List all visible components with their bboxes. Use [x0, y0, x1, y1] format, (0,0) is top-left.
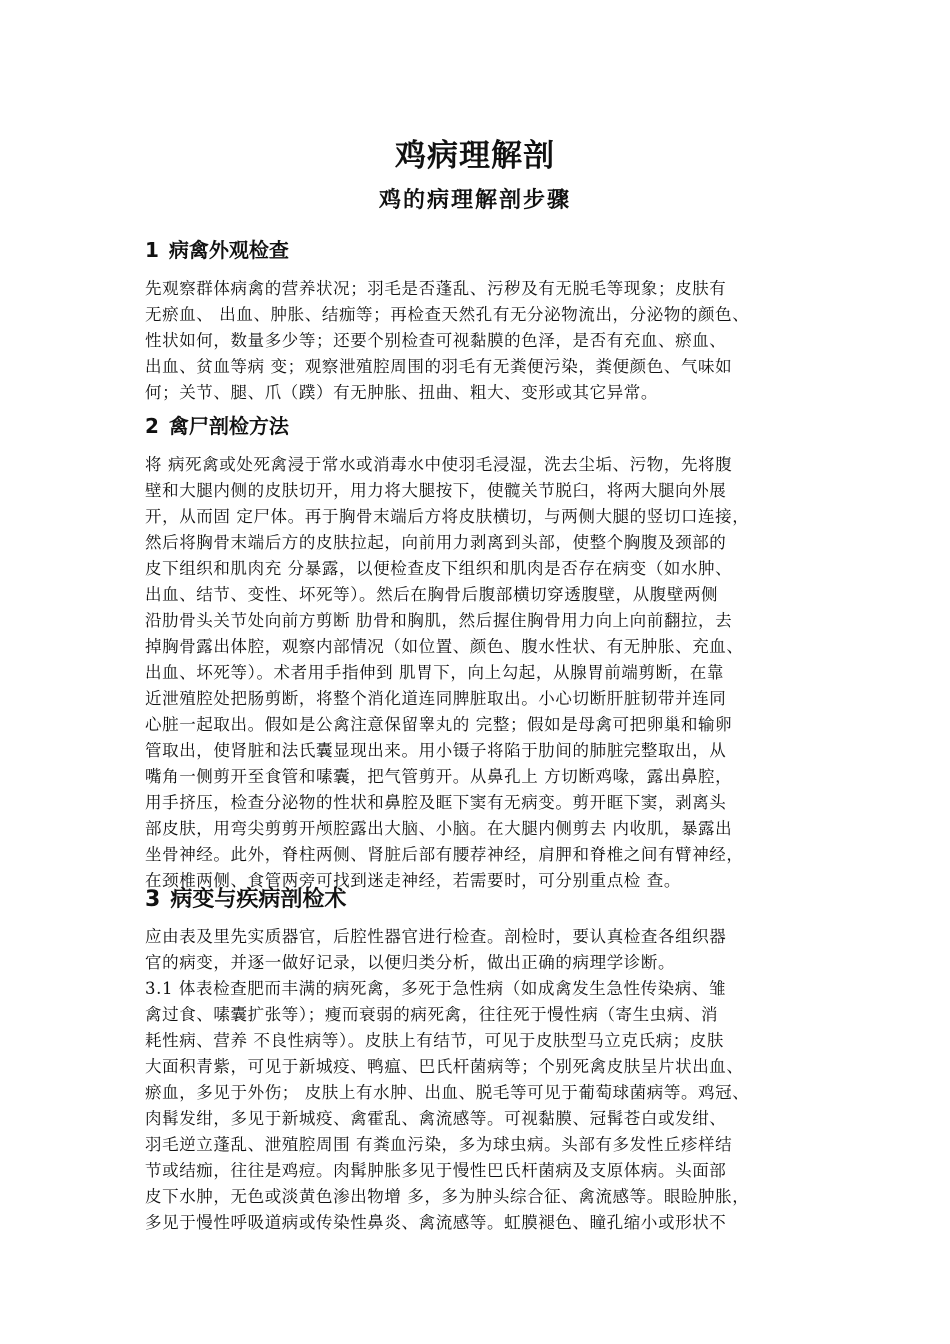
section-2-body	[145, 452, 825, 894]
section-3-heading	[145, 884, 825, 916]
text-line: 在颈椎两侧、食管两旁可找到迷走神经，若需要时，可分别重点检 查。	[145, 871, 681, 890]
text-line: 耗性病、营养 不良性病等）。皮肤上有结节，可见于皮肤型马立克氏病；皮肤	[145, 1031, 724, 1050]
text-line: 心脏一起取出。假如是公禽注意保留睾丸的 完整；假如是母禽可把卵巢和输卵	[145, 715, 733, 734]
text-line: 管取出，使肾脏和法氏囊显现出来。用小镊子将陷于肋间的肺脏完整取出，从	[145, 741, 727, 760]
text-line: 多见于慢性呼吸道病或传染性鼻炎、禽流感等。虹膜褪色、瞳孔缩小或形状不	[145, 1213, 727, 1232]
text-line: 嘴角一侧剪开至食管和嗉囊，把气管剪开。从鼻孔上 方切断鸡喙，露出鼻腔，	[145, 767, 733, 786]
text-line: 出血、结节、变性、坏死等）。然后在胸骨后腹部横切穿透腹壁，从腹壁两侧	[145, 585, 719, 604]
text-line: 肉髯发绀，多见于新城疫、禽霍乱、禽流感等。可视黏膜、冠髯苍白或发绀、	[145, 1109, 727, 1128]
text-line: 先观察群体病禽的营养状况；羽毛是否蓬乱、污秽及有无脱毛等现象；皮肤有	[145, 279, 727, 298]
section-title: 禽尸剖检方法	[168, 414, 289, 438]
text-line: 何；关节、腿、爪（蹼）有无肿胀、扭曲、粗大、变形或其它异常。	[145, 383, 658, 402]
text-line: 开，从而固 定尸体。再于胸骨末端后方将皮肤横切，与两侧大腿的竖切口连接，	[145, 507, 750, 526]
document-title: 鸡病理解剖	[395, 138, 555, 174]
text-line: 瘀血，多见于外伤； 皮肤上有水肿、出血、脱毛等可见于葡萄球菌病等。鸡冠、	[145, 1083, 750, 1102]
section-title: 病变与疾病剖检术	[170, 887, 347, 912]
text-line: 节或结痂，往往是鸡痘。肉髯肿胀多见于慢性巴氏杆菌病及支原体病。头面部	[145, 1161, 727, 1180]
text-line: 皮下水肿，无色或淡黄色渗出物增 多，多为肿头综合征、禽流感等。眼睑肿胀，	[145, 1187, 750, 1206]
text-line: 近泄殖腔处把肠剪断，将整个消化道连同脾脏取出。小心切断肝脏韧带并连同	[145, 689, 727, 708]
text-line: 皮下组织和肌肉充 分暴露，以便检查皮下组织和肌肉是否存在病变（如水肿、	[145, 559, 733, 578]
text-line: 羽毛逆立蓬乱、泄殖腔周围 有粪血污染，多为球虫病。头部有多发性丘疹样结	[145, 1135, 733, 1154]
section-1-heading	[145, 236, 825, 264]
section-1-body	[145, 276, 825, 406]
text-line: 坐骨神经。此外，脊柱两侧、肾脏后部有腰荐神经，肩胛和脊椎之间有臂神经，	[145, 845, 744, 864]
section-number: 1	[145, 238, 159, 262]
section-number: 2	[145, 414, 159, 438]
text-line: 掉胸骨露出体腔，观察内部情况（如位置、颜色、腹水性状、有无肿胀、充血、	[145, 637, 744, 656]
text-line: 部皮肤，用弯尖剪剪开颅腔露出大脑、小脑。在大腿内侧剪去 内收肌，暴露出	[145, 819, 733, 838]
text-line: 应由表及里先实质器官，后腔性器官进行检查。剖检时，要认真检查各组织器	[145, 927, 727, 946]
text-line: 用手挤压，检查分泌物的性状和鼻腔及眶下窦有无病变。剪开眶下窦，剥离头	[145, 793, 727, 812]
section-number: 3	[145, 887, 161, 912]
text-line: 然后将胸骨末端后方的皮肤拉起，向前用力剥离到头部，使整个胸腹及颈部的	[145, 533, 727, 552]
section-2-heading	[145, 412, 825, 440]
text-line: 出血、坏死等）。术者用手指伸到 肌胃下，向上勾起，从腺胃前端剪断，在靠	[145, 663, 724, 682]
text-line: 性状如何，数量多少等；还要个别检查可视黏膜的色泽，是否有充血、瘀血、	[145, 331, 727, 350]
document-subtitle: 鸡的病理解剖步骤	[378, 188, 571, 213]
text-line: 沿肋骨头关节处向前方剪断 肋骨和胸肌，然后握住胸骨用力向上向前翻拉，去	[145, 611, 733, 630]
section-title: 病禽外观检查	[168, 238, 289, 262]
text-line: 大面积青紫，可见于新城疫、鸭瘟、巴氏杆菌病等；个别死禽皮肤呈片状出血、	[145, 1057, 744, 1076]
section-3-body	[145, 924, 825, 1236]
text-line: 官的病变，并逐一做好记录，以便归类分析，做出正确的病理学诊断。	[145, 953, 676, 972]
text-line: 禽过食、嗉囊扩张等）；瘦而衰弱的病死禽，往往死于慢性病（寄生虫病、消	[145, 1005, 719, 1024]
text-line: 3.1 体表检查肥而丰满的病死禽，多死于急性病（如成禽发生急性传染病、雏	[145, 979, 727, 998]
text-line: 将 病死禽或处死禽浸于常水或消毒水中使羽毛浸湿，洗去尘垢、污物，先将腹	[145, 455, 733, 474]
text-line: 无瘀血、 出血、肿胀、结痂等；再检查天然孔有无分泌物流出，分泌物的颜色、	[145, 305, 750, 324]
text-line: 出血、贫血等病 变；观察泄殖腔周围的羽毛有无粪便污染，粪便颜色、气味如	[145, 357, 733, 376]
text-line: 壁和大腿内侧的皮肤切开，用力将大腿按下，使髋关节脱臼，将两大腿向外展	[145, 481, 727, 500]
